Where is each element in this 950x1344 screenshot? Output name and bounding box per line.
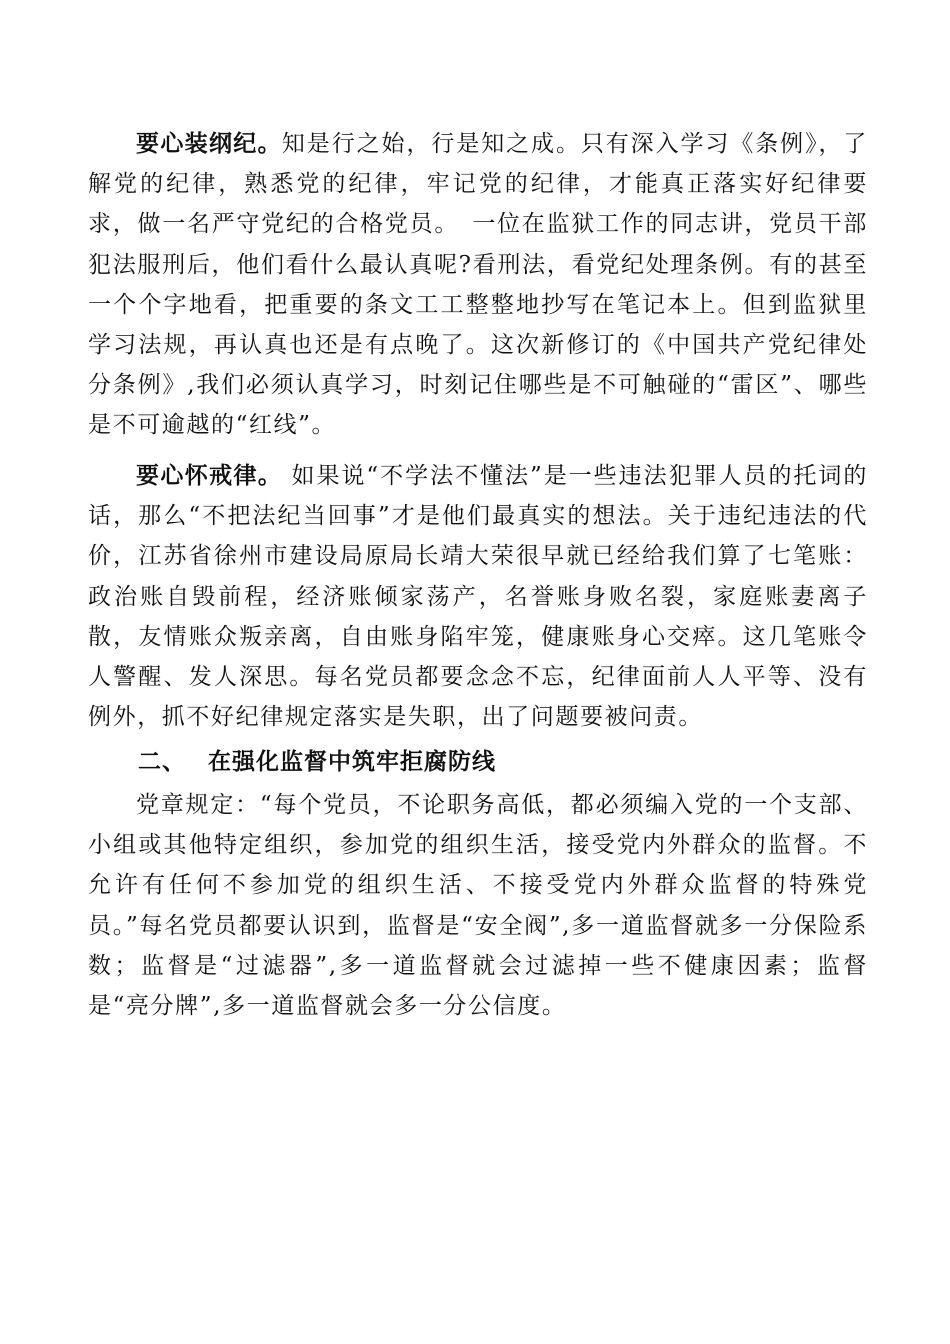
paragraph-body: 知是行之始，行是知之成。只有深入学习《条例》，了解党的纪律，熟悉党的纪律，牢记党的纪律，才能真正落实好纪律要求，做一名严守党纪的合格党员。 一位在监狱工作的同志讲，党员干部犯法服刑后，他们看什么最认真呢?看刑法，看党纪处理条例。有的甚至一个个字地看，把重要的条文工工整整地抄写在笔记本上。但到监狱里学习法规，再认真也还是有点晚了。这次新修订的《中国共产党纪律处分条例》,我们必须认真学习，时刻记住哪些是不可触碰的“雷区”、哪些是不可逾越的“红线”。: [88, 131, 869, 439]
section-title: 在强化监督中筑牢拒腐防线: [208, 749, 496, 775]
section-number: 二、: [138, 749, 186, 775]
section-heading: [138, 742, 496, 782]
paragraph-supervision: 党章规定：“每个党员，不论职务高低，都必须编入党的一个支部、小组或其他特定组织，参加党的组织生活，接受党内外群众的监督。不允许有任何不参加党的组织生活、不接受党内外群众监督的特殊党员。”每名党员都要认识到，监督是“安全阀”,多一道监督就多一分保险系数；监督是“过滤器”,多一道监督就会过滤掉一些不健康因素；监督是“亮分牌”,多一道监督就会多一分公信度。: [88, 792, 868, 1020]
paragraph-discipline-study: [88, 124, 868, 446]
paragraph-lead-bold: 要心怀戒律。: [136, 463, 283, 489]
paragraph-discipline-awe: [88, 456, 868, 737]
paragraph-body: 如果说“不学法不懂法”是一些违法犯罪人员的托词的话，那么“不把法纪当回事”才是他们最真实的想法。关于违纪违法的代价，江苏省徐州市建设局原局长靖大荣很早就已经给我们算了七笔账：政治账自毁前程，经济账倾家荡产，名誉账身败名裂，家庭账妻离子散，友情账众叛亲离，自由账身陷牢笼，健康账身心交瘁。这几笔账令人警醒、发人深思。每名党员都要念念不忘，纪律面前人人平等、没有例外，抓不好纪律规定落实是失职，出了问题要被问责。: [88, 463, 868, 731]
paragraph-lead-bold: 要心装纲纪。: [136, 131, 282, 157]
